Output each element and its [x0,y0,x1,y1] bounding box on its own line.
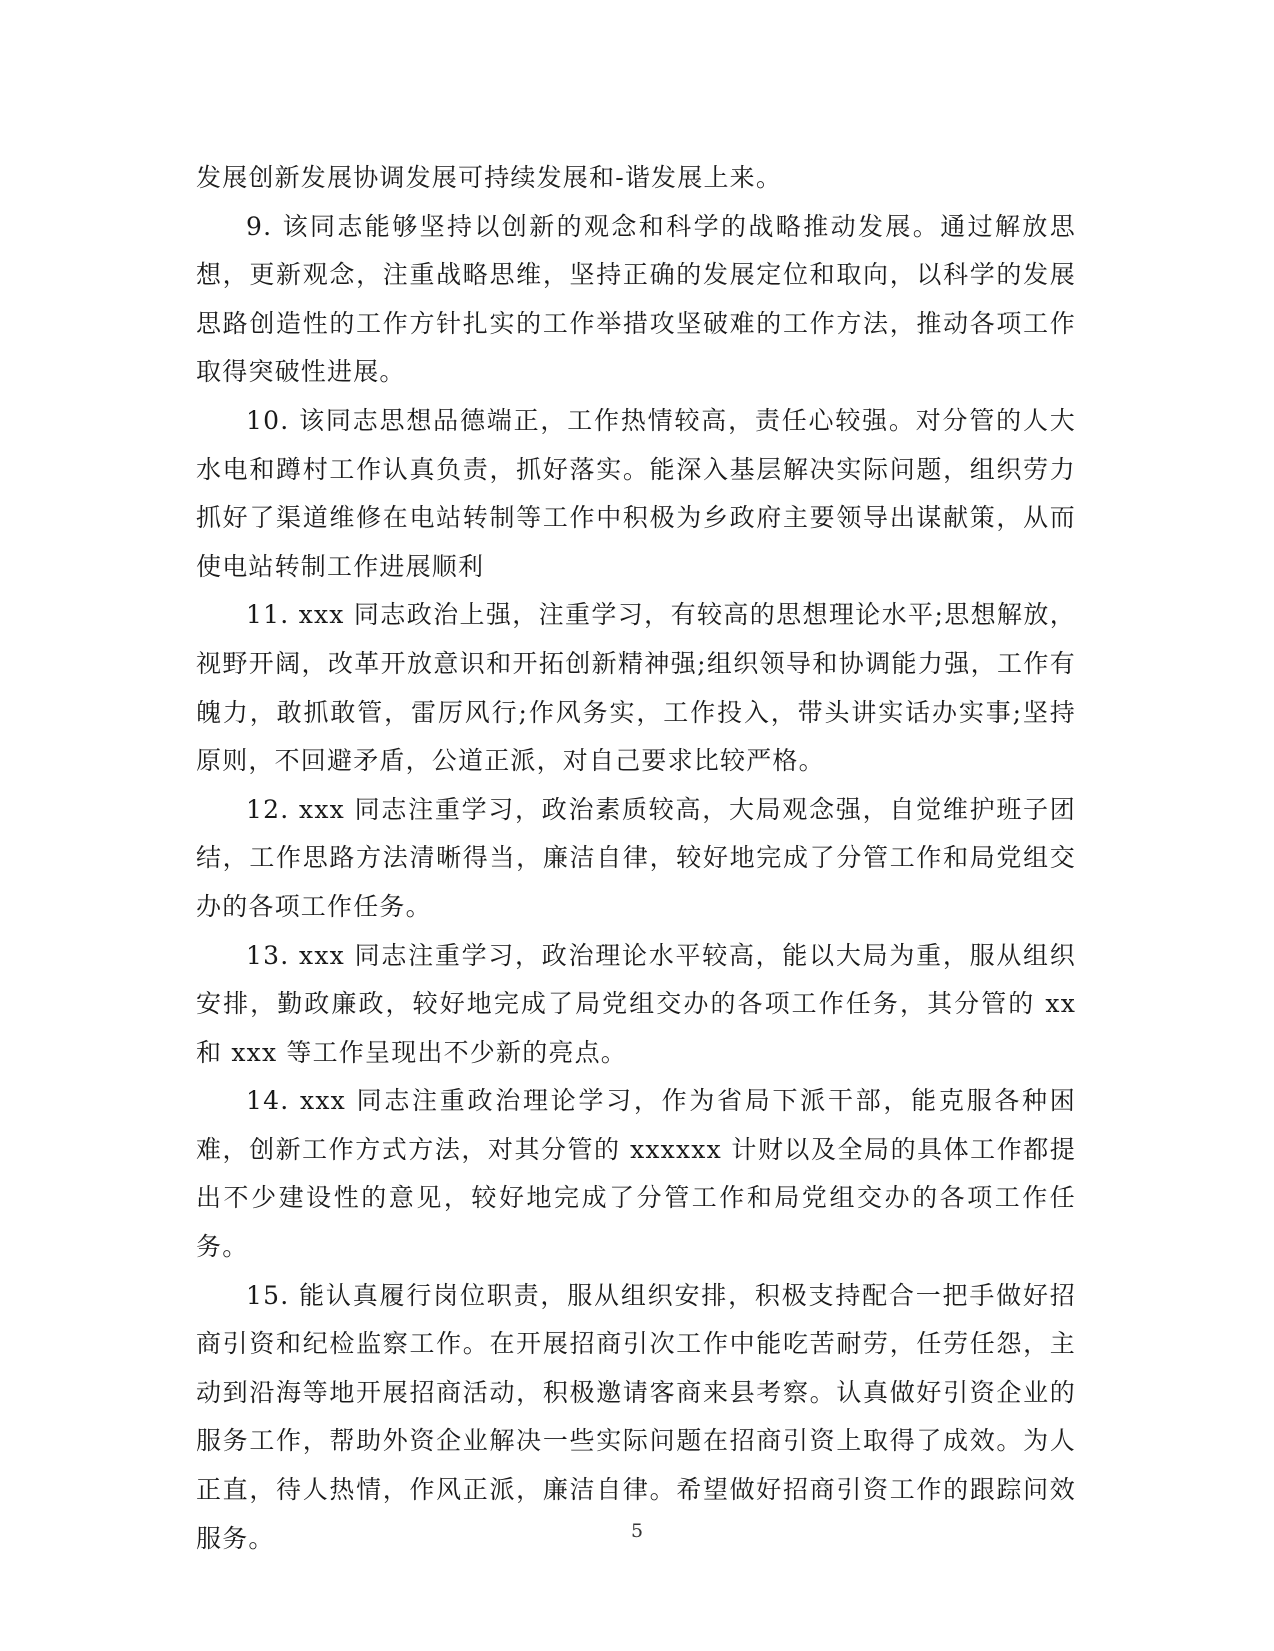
paragraph-item-11: 11. xxx 同志政治上强，注重学习，有较高的思想理论水平;思想解放，视野开阔，改革开放意识和开拓创新精神强;组织领导和协调能力强，工作有魄力，敢抓敢管，雷厉风行;作风务实，工作投入，带头讲实话办实事;坚持原则，不回避矛盾，公道正派，对自己要求比较严格。 [196,600,1076,776]
page-number: 5 [630,1520,644,1542]
paragraph-item-9: 9. 该同志能够坚持以创新的观念和科学的战略推动发展。通过解放思想，更新观念，注重战略思维，坚持正确的发展定位和取向，以科学的发展思路创造性的工作方针扎实的工作举措攻坚破难的工作方法，推动各项工作取得突破性进展。 [196,211,1076,387]
paragraph-item-14: 14. xxx 同志注重政治理论学习，作为省局下派干部，能克服各种困难，创新工作方式方法，对其分管的 xxxxxx 计财以及全局的具体工作都提出不少建设性的意见，较好地完成了分管工作和局党组交办的各项工作任务。 [196,1086,1076,1262]
paragraph-item-12: 12. xxx 同志注重学习，政治素质较高，大局观念强，自觉维护班子团结，工作思路方法清晰得当，廉洁自律，较好地完成了分管工作和局党组交办的各项工作任务。 [196,794,1076,921]
body-text [196,154,1076,1563]
paragraph-continuation: 发展创新发展协调发展可持续发展和-谐发展上来。 [196,163,783,192]
paragraph-item-10: 10. 该同志思想品德端正，工作热情较高，责任心较强。对分管的人大水电和蹲村工作认真负责，抓好落实。能深入基层解决实际问题，组织劳力抓好了渠道维修在电站转制等工作中积极为乡政府主要领导出谋献策，从而使电站转制工作进展顺利 [196,405,1076,581]
paragraph-item-15: 15. 能认真履行岗位职责，服从组织安排，积极支持配合一把手做好招商引资和纪检监察工作。在开展招商引次工作中能吃苦耐劳，任劳任怨，主动到沿海等地开展招商活动，积极邀请客商来县考察。认真做好引资企业的服务工作，帮助外资企业解决一些实际问题在招商引资上取得了成效。为人正直，待人热情，作风正派，廉洁自律。希望做好招商引资工作的跟踪问效服务。 [196,1280,1076,1553]
paragraph-item-13: 13. xxx 同志注重学习，政治理论水平较高，能以大局为重，服从组织安排，勤政廉政，较好地完成了局党组交办的各项工作任务，其分管的 xx 和 xxx 等工作呈现出不少新的亮点。 [196,940,1076,1067]
